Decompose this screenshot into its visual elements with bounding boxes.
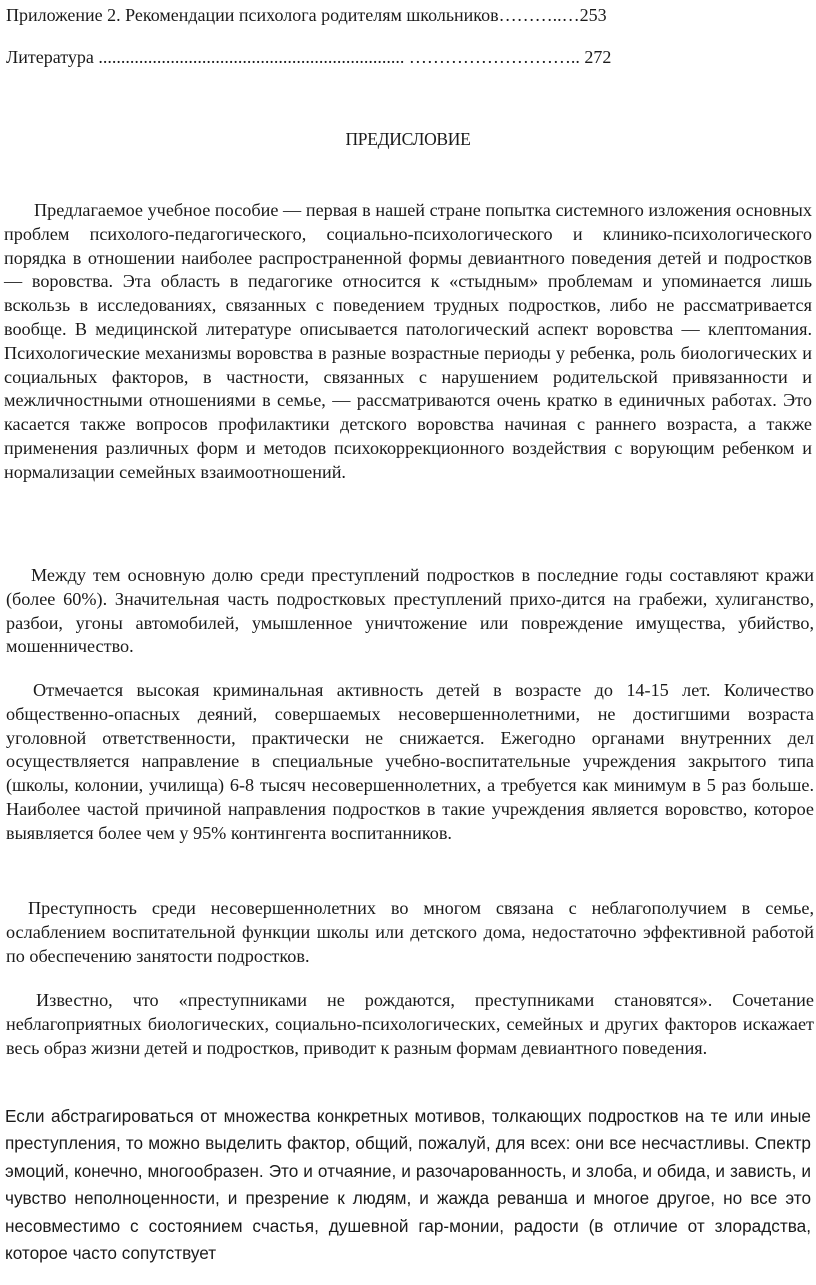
paragraph-3: Отмечается высокая криминальная активность детей в возрасте до 14-15 лет. Количество общественно-опасных деяний, совершаемых несовершеннолетними, не достигшими возраста уголовной ответственности, практически не снижается. Ежегодно органами внутренних дел осуществляется направление в специальные учебно-воспитательные учреждения закрытого типа (школы, колонии, училища) 6-8 тысяч несовершеннолетних, а требуется как минимум в 5 раз больше. Наиболее частой причиной направления подростков в такие учреждения является воровство, которое выявляется более чем у 95% контингента воспитанников. bbox=[6, 680, 814, 843]
paragraph-5: Известно, что «преступниками не рождаются, преступниками становятся». Сочетание неблагоприятных биологических, социально-психологических, семейных и других факторов искажает весь образ жизни детей и подростков, приводит к разным формам девиантного поведения. bbox=[6, 990, 814, 1058]
toc-entry-appendix-2: Приложение 2. Рекомендации психолога родителям школьников………..…253 bbox=[6, 5, 607, 25]
paragraph-2: Между тем основную долю среди преступлений подростков в последние годы составляют кражи (более 60%). Значительная часть подростковых преступлений прихо-дится на грабежи, хулиганство, разбои, угоны автомобилей, умышленное уничтожение или повреждение имущества, убийство, мошенничество. bbox=[6, 565, 814, 657]
toc-entry-literature: Литература .................................................................... ……………………….. 272 bbox=[6, 47, 612, 67]
paragraph-6: Если абстрагироваться от множества конкретных мотивов, толкающих подростков на те или иные преступления, то можно выделить фактор, общий, пожалуй, для всех: они все несчастливы. Спектр эмоций, конечно, многообразен. Это и отчаяние, и разочарованность, и злоба, и обида, и зависть, и чувство неполноценности, и презрение к людям, и жажда реванша и многое другое, но все это несовместимо с состоянием счастья, душевной гар-монии, радости (в отличие от злорадства, которое часто сопутствует bbox=[5, 1106, 811, 1264]
paragraph-1: Предлагаемое учебное пособие — первая в нашей стране попытка системного изложения основных проблем психолого-педагогического, социально-психологического и клинико-психологического порядка в отношении наиболее распространенной формы девиантного поведения детей и подростков — воровства. Эта область в педагогике относится к «стыдным» проблемам и упоминается лишь вскользь в исследованиях, связанных с поведением трудных подростков, либо не рассматривается вообще. В медицинской литературе описывается патологический аспект воровства — клептомания. Психологические механизмы воровства в разные возрастные периоды у ребенка, роль биологических и социальных факторов, в частности, связанных с нарушением родительской привязанности и межличностными отношениями в семье, — рассматриваются очень кратко в единичных работах. Это касается также вопросов профилактики детского воровства начиная с раннего возраста, а также применения различных форм и методов психокоррекционного воздействия с ворующим ребенком и нормализации семейных взаимоотношений. bbox=[4, 200, 812, 482]
section-heading: ПРЕДИСЛОВИЕ bbox=[345, 129, 471, 149]
paragraph-4: Преступность среди несовершеннолетних во многом связана с неблагополучием в семье, ослаблением воспитательной функции школы или детского дома, недостаточно эффективной работой по обеспечению занятости подростков. bbox=[6, 898, 814, 966]
